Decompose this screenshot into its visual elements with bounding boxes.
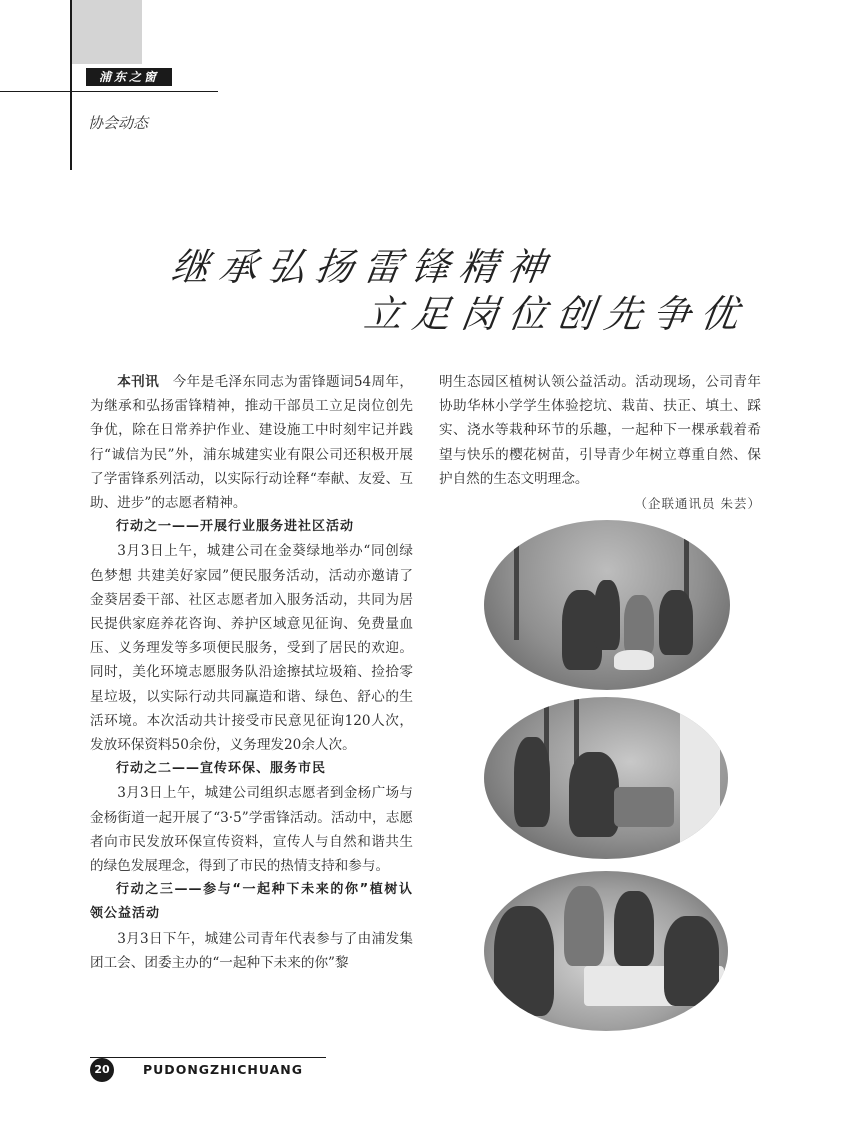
photo-person xyxy=(614,891,654,966)
article-intro xyxy=(90,370,413,515)
article-title-line-2: 立足岗位创先争优 xyxy=(361,292,752,336)
page-number: 20 xyxy=(90,1058,114,1082)
section-heading-1: 行动之一——开展行业服务进社区活动 xyxy=(116,519,355,535)
section-heading-3: 行动之三——参与“一起种下未来的你”植树认领公益活动 xyxy=(90,882,413,922)
photo-registration-table xyxy=(484,871,728,1031)
photo-person xyxy=(569,752,619,837)
header-vertical-rule xyxy=(70,0,72,170)
photo-pillar xyxy=(680,697,720,847)
photo-person xyxy=(659,590,693,655)
footer-rule xyxy=(90,1057,326,1058)
photo-person xyxy=(494,906,554,1016)
section-paragraph-3: 3月3日下午，城建公司青年代表参与了由浦发集团工会、团委主办的“一起种下未来的你”黎 xyxy=(90,930,413,971)
photo-person xyxy=(624,595,654,655)
photo-person xyxy=(664,916,719,1006)
photo-bench-cleaning xyxy=(484,697,728,859)
photo-person xyxy=(564,886,604,966)
intro-text: 今年是毛泽东同志为雷锋题词54周年，为继承和弘扬雷锋精神，推动干部员工立足岗位创先争优，除在日常养护作业、建设施工中时刻牢记并践行“诚信为民”外，浦东城建实业有限公司还积极开展了学雷锋系列活动，以实际行动诠释“奉献、友爱、互助、进步”的志愿者精神。 xyxy=(90,374,414,512)
article-title-line-1: 继承弘扬雷锋精神 xyxy=(168,245,559,289)
section-heading-2: 行动之二——宣传环保、服务市民 xyxy=(116,761,327,777)
photo-person xyxy=(514,737,550,827)
section-paragraph-1: 3月3日上午，城建公司在金葵绿地举办“同创绿色梦想 共建美好家园”便民服务活动，活动亦邀请了金葵居委干部、社区志愿者加入服务活动，共同为居民提供家庭养花咨询、养护区域意见征询、免费量血压、义务理发等多项便民服务，受到了居民的欢迎。同时，美化环境志愿服务队沿途擦拭垃圾箱、捡拾零星垃圾，以实际行动共同赢造和谐、绿色、舒心的生活环境。本次活动共计接受市民意见征询120人次，发放环保资料50余份，义务理发20余人次。 xyxy=(90,543,413,754)
magazine-brand-badge: 浦东之窗 xyxy=(86,68,172,86)
article-left-column xyxy=(90,370,413,975)
section-paragraph-2: 3月3日上午，城建公司组织志愿者到金杨广场与金杨街道一起开展了“3·5”学雷锋活动。活动中，志愿者向市民发放环保宣传资料，宣传人与自然和谐共生的绿色发展理念，得到了市民的热情支持和参与。 xyxy=(90,785,413,875)
header-horizontal-rule xyxy=(0,91,218,92)
photo-bench xyxy=(614,787,674,827)
section-label: 协会动态 xyxy=(88,114,149,132)
article-right-column xyxy=(439,370,761,516)
photo-person xyxy=(594,580,620,650)
photo-tree xyxy=(514,530,519,640)
footer-brand: PUDONGZHICHUANG xyxy=(143,1062,304,1077)
header-gray-band xyxy=(72,0,142,64)
photo-community-service xyxy=(484,520,730,690)
byline: （企联通讯员 朱芸） xyxy=(634,496,761,512)
lead-label: 本刊讯 xyxy=(117,374,160,390)
photo-stool xyxy=(614,650,654,670)
section-paragraph-3-continued: 明生态园区植树认领公益活动。活动现场，公司青年协助华林小学学生体验挖坑、栽苗、扶正、填土、踩实、浇水等栽种环节的乐趣，一起种下一棵承载着希望与快乐的樱花树苗，引导青少年树立尊重自然、保护自然的生态文明理念。 xyxy=(439,374,761,487)
